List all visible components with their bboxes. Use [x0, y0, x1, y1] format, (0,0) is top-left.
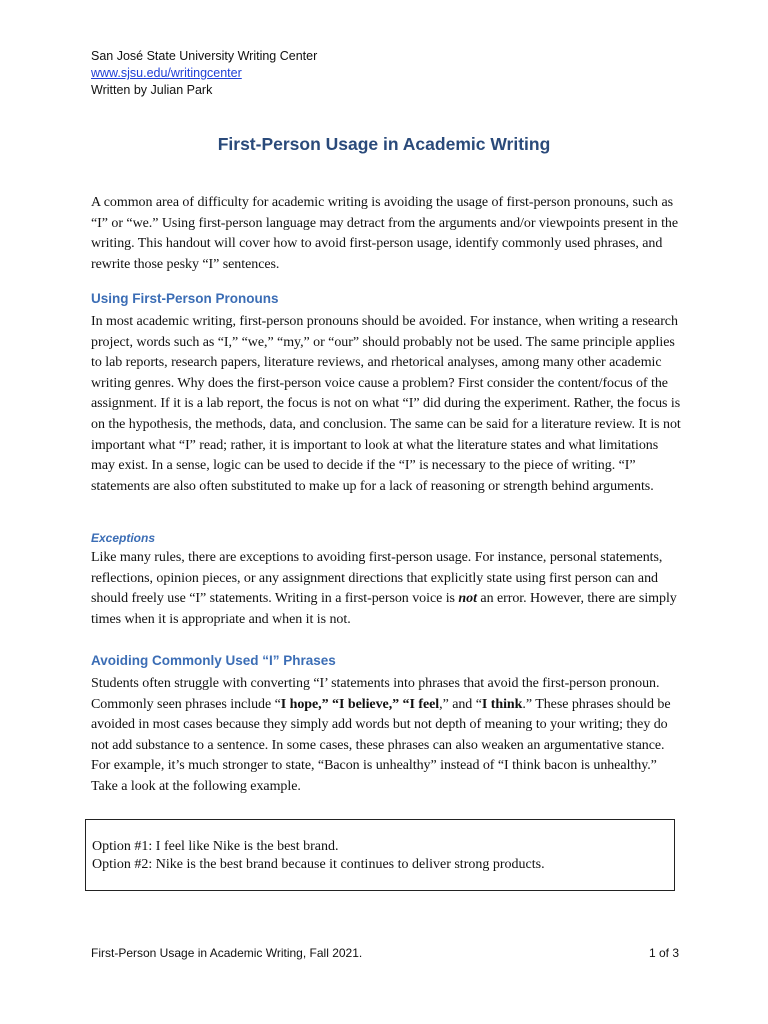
subheading-exceptions: Exceptions: [91, 531, 156, 545]
example-box: [85, 819, 675, 891]
first-person-pronouns-paragraph: In most academic writing, first-person pronouns should be avoided. For instance, when writing a research project, words such as “I,” “we,” “my,” or “our” should probably not be used. The same principle applies to lab reports, research papers, literature reviews, and rhetorical analyses, among many other academic writing genres. Why does the first-person voice cause a problem? First consider the content/focus of the assignment. If it is a lab report, the focus is not on what “I” did during the experiment. Rather, the focus is on the hypothesis, the methods, data, and conclusion. The same can be said for a literature review. It is not important what “I” read; rather, it is important to look at what the literature states and what limitations may exist. In a sense, logic can be used to decide if the “I” is necessary to the piece of writing. “I” statements are also often substituted to make up for a lack of reasoning or strength behind arguments.: [91, 314, 681, 494]
footer-title: First-Person Usage in Academic Writing, Fall 2021.: [91, 946, 363, 960]
exceptions-text-part1: Like many rules, there are exceptions to avoiding first-person usage. For instance, personal statements, reflections, opinion pieces, or any assignment directions that explicitly state using first person can and should freely use “I” statements. Writing in a first-person voice is: [91, 550, 663, 607]
exceptions-text-part2: an error. However, there are simply times when it is appropriate and when it is not.: [91, 591, 677, 627]
organization-name: San José State University Writing Center: [91, 49, 318, 63]
example-option-2: Option #2: Nike is the best brand because it continues to deliver strong products.: [92, 857, 545, 872]
i-phrases-text-part2: ,” and “: [439, 696, 482, 712]
exceptions-emphasis: not: [458, 591, 477, 607]
intro-paragraph: A common area of difficulty for academic writing is avoiding the usage of first-person pronouns, such as “I” or “we.” Using first-person language may detract from the arguments and/or viewpoints present in the writing. This handout will cover how to avoid first-person usage, identify commonly used phrases, and rewrite those pesky “I” sentences.: [91, 195, 679, 272]
section-heading-first-person-pronouns: Using First-Person Pronouns: [91, 291, 279, 306]
exceptions-paragraph: [91, 548, 683, 630]
page-title: First-Person Usage in Academic Writing: [217, 134, 551, 154]
i-phrases-text-part3: .” These phrases should be avoided in most cases because they simply add words but not depth of meaning to your writing; they do not add substance to a sentence. In some cases, these phrases can also weaken an argumentative stance. For example, it’s much stronger to state, “Bacon is unhealthy” instead of “I think bacon is unhealthy.” Take a look at the following example.: [91, 696, 671, 794]
i-phrases-bold-2: I think: [481, 696, 523, 712]
page-number: 1 of 3: [648, 946, 679, 960]
writing-center-link[interactable]: www.sjsu.edu/writingcenter: [91, 66, 242, 80]
i-phrases-bold-1: I hope,” “I believe,” “I feel: [280, 696, 440, 712]
example-option-1: Option #1: I feel like Nike is the best brand.: [92, 839, 339, 854]
i-phrases-text-part1: Students often struggle with converting “I’ statements into phrases that avoid the first-person pronoun. Commonly seen phrases include “: [91, 676, 660, 712]
document-header: [91, 48, 317, 99]
section-heading-i-phrases: Avoiding Commonly Used “I” Phrases: [91, 653, 336, 668]
author-line: Written by Julian Park: [91, 83, 213, 97]
i-phrases-paragraph: [91, 674, 683, 798]
